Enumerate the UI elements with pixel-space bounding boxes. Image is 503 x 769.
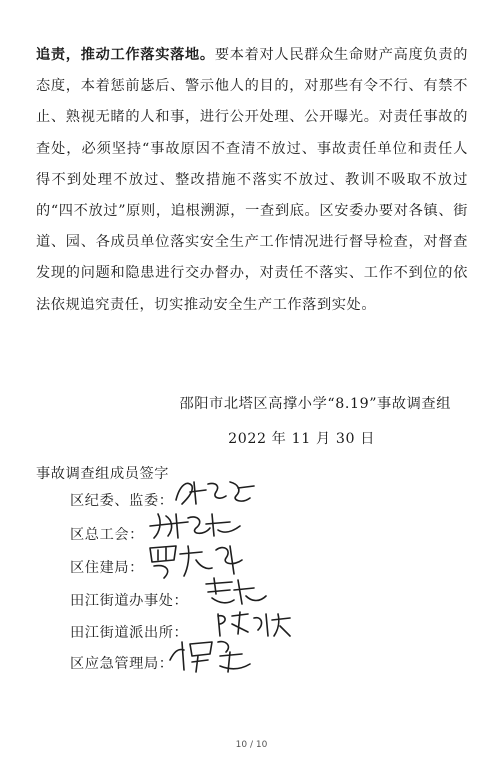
signature-label: 区应急管理局： [70,656,174,672]
body-paragraph [36,40,468,321]
body-lead-bold: 追责，推动工作落实落地。 [36,47,215,63]
handwritten-signature-6 [168,636,258,676]
signature-row-subdistrict-office [70,590,188,610]
signature-label: 田江街道派出所： [70,625,189,641]
body-text: 要本着对人民群众生命财产高度负责的态度，本着惩前毖后、警示他人的目的，对那些有令不行、有禁不止、熟视无睹的人和事，进行公开处理、公开曝光。对责任事故的查处，必须坚持“事故原因不查清不放过、事故责任单位和责任人得不到处理不放过、整改措施不落实不放过、教训不吸取不放过的“四不放过”原则，追根溯源，一查到底。区安委办要对各镇、街道、园、各成员单位落实安全生产工作情况进行督导检查，对督查发现的问题和隐患进行交办督办，对责任不落实、工作不到位的依法依规追究责任，切实推动安全生产工作落到实处。 [36,47,469,313]
handwritten-signature-4 [202,574,272,610]
handwritten-signature-1 [172,474,262,510]
signature-label: 区纪委、监委： [70,493,174,509]
signatures-title: 事故调查组成员签字 [36,466,170,482]
signature-label: 区住建局： [70,560,144,576]
signature-row-housing-bureau [70,557,144,577]
signature-row-discipline [70,490,174,510]
handwritten-signature-2 [148,508,248,542]
page-number: 10 / 10 [235,740,268,750]
issue-date: 2022 年 11 月 30 日 [228,431,375,447]
signature-label: 区总工会： [70,527,144,543]
signature-label: 田江街道办事处： [70,593,189,609]
issuing-organization: 邵阳市北塔区高撑小学“8.19”事故调查组 [179,396,451,412]
signature-row-emergency-bureau [70,653,174,673]
signature-row-trade-union [70,524,144,544]
